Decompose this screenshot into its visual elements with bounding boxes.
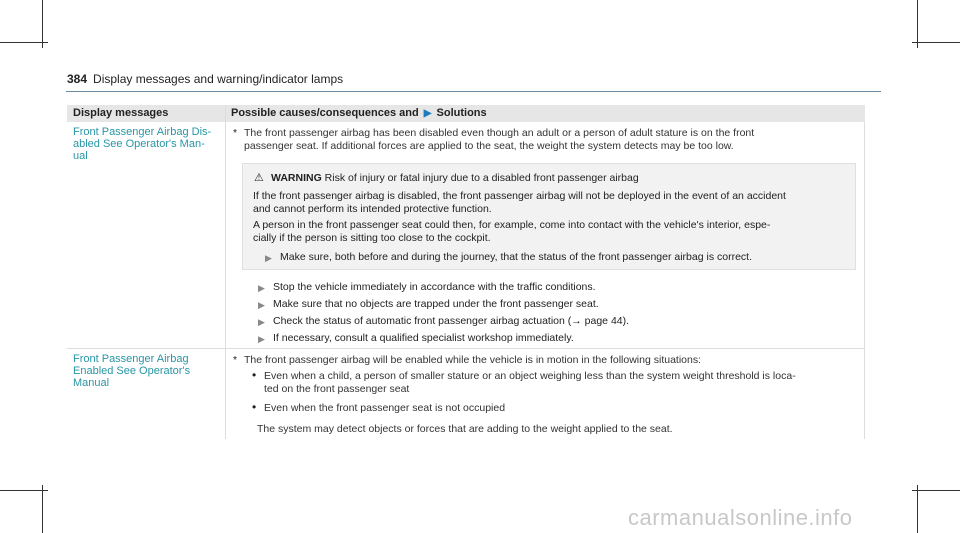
crop-mark bbox=[42, 485, 43, 533]
play-arrow-icon: ▶ bbox=[423, 108, 432, 119]
step-arrow-icon: ▶ bbox=[258, 317, 265, 327]
table-header bbox=[67, 105, 865, 122]
asterisk-marker: * bbox=[233, 354, 238, 366]
watermark: carmanualsonline.info bbox=[628, 505, 853, 530]
crop-mark bbox=[42, 0, 43, 48]
step-arrow-icon: ▶ bbox=[258, 283, 265, 293]
crop-mark bbox=[912, 42, 960, 43]
header-rule bbox=[66, 91, 881, 92]
crop-mark bbox=[912, 490, 960, 491]
column-divider bbox=[225, 105, 226, 439]
display-message-airbag-enabled: Front Passenger Airbag Enabled See Operator's Manual bbox=[73, 353, 191, 389]
row-divider bbox=[67, 348, 865, 349]
cause-intro: The front passenger airbag will be enabled while the vehicle is in motion in the following situations: bbox=[244, 354, 702, 366]
bullet-text: Even when the front passenger seat is not occupied bbox=[264, 402, 506, 414]
bullet-text: Even when a child, a person of smaller stature or an object weighing less than the system weight threshold is loca- ted on the front passenger seat bbox=[264, 370, 796, 395]
crop-mark bbox=[0, 490, 48, 491]
step-arrow-icon: ▶ bbox=[258, 300, 265, 310]
page-number: 384 bbox=[67, 72, 88, 86]
step-text: If necessary, consult a qualified specialist workshop immediately. bbox=[273, 332, 574, 344]
crop-mark bbox=[0, 42, 48, 43]
crop-mark bbox=[917, 0, 918, 48]
warning-triangle-icon: ⚠ bbox=[254, 172, 264, 184]
cause-text: The front passenger airbag has been disabled even though an adult or a person of adult stature is on the front passenger seat. If additional forces are applied to the seat, the weight the system detects may be too low. bbox=[244, 127, 755, 152]
warning-box: ⚠ WARNING Risk of injury or fatal injury due to a disabled front passenger airbag If the front passenger airbag is disabled, the front passenger airbag will not be deployed in the event of an accident and cannot perform its intended protective function. A person in the front passenger seat could then, for example, come into contact with the vehicle's interior, espe- cially if the person is sitting too close to the cockpit. ▶ Make sure, both before and during the journey, that the status of the front passenger airbag is correct. bbox=[242, 163, 856, 270]
step-arrow-icon: ▶ bbox=[258, 334, 265, 344]
crop-mark bbox=[917, 485, 918, 533]
step-text: Stop the vehicle immediately in accordance with the traffic conditions. bbox=[273, 281, 596, 293]
messages-table bbox=[67, 105, 865, 439]
bullet-icon: • bbox=[252, 400, 257, 414]
display-message-airbag-disabled: Front Passenger Airbag Dis- abled See Operator's Man- ual bbox=[73, 126, 212, 162]
step-text: Make sure that no objects are trapped under the front passenger seat. bbox=[273, 298, 599, 310]
page-header bbox=[67, 72, 343, 86]
closing-text: The system may detect objects or forces that are adding to the weight applied to the seat. bbox=[257, 423, 673, 435]
col-header-messages: Display messages bbox=[73, 107, 169, 119]
col-header-causes: Possible causes/consequences and ▶ Solutions bbox=[231, 107, 487, 119]
warning-title: WARNING Risk of injury or fatal injury due to a disabled front passenger airbag bbox=[271, 172, 639, 184]
step-arrow-icon: ▶ bbox=[265, 253, 272, 263]
page-title: Display messages and warning/indicator lamps bbox=[93, 72, 344, 86]
step-text: Check the status of automatic front passenger airbag actuation (→ page 44). bbox=[273, 315, 630, 327]
bullet-icon: • bbox=[252, 368, 257, 382]
asterisk-marker: * bbox=[233, 127, 238, 139]
table-right-border bbox=[864, 122, 865, 439]
